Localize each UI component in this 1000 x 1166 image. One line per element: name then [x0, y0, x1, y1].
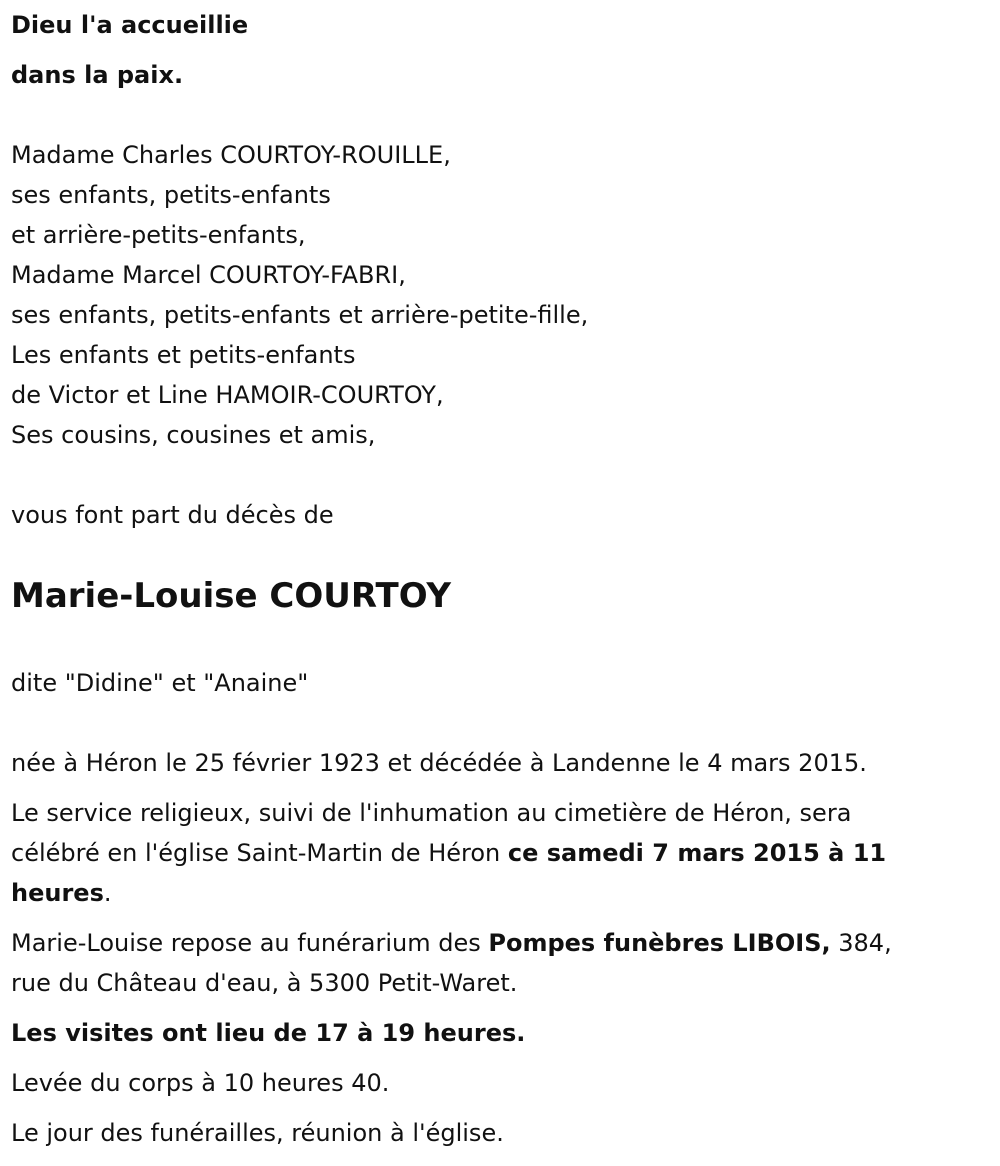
family-line: ses enfants, petits-enfants et arrière-petite-fille, — [11, 301, 589, 329]
family-line: de Victor et Line HAMOIR-COURTOY, — [11, 381, 444, 409]
service-line-2-text: célébré en l'église Saint-Martin de Héron — [11, 839, 508, 867]
funeral-home-text: Marie-Louise repose au funérarium des — [11, 929, 489, 957]
visiting-hours: Les visites ont lieu de 17 à 19 heures. — [11, 1019, 526, 1047]
service-date-time: ce samedi 7 mars 2015 à 11 — [507, 839, 887, 867]
family-line: ses enfants, petits-enfants — [11, 181, 331, 209]
birth-death-dates: née à Héron le 25 février 1923 et décédée à Landenne le 4 mars 2015. — [11, 749, 867, 777]
service-line-2 — [11, 838, 886, 868]
service-line-1: Le service religieux, suivi de l'inhumation au cimetière de Héron, sera — [11, 799, 852, 827]
epigraph-line-2: dans la paix. — [11, 61, 184, 89]
family-line: et arrière-petits-enfants, — [11, 221, 306, 249]
funeral-home-line-1 — [11, 928, 892, 958]
announcement-text: vous font part du décès de — [11, 501, 334, 529]
family-line: Madame Charles COURTOY-ROUILLE, — [11, 141, 451, 169]
epigraph-line-1: Dieu l'a accueillie — [11, 11, 249, 39]
service-line-3-end: . — [103, 879, 112, 907]
funeral-home-number: 384, — [830, 929, 892, 957]
service-hours: heures — [11, 879, 104, 907]
deceased-name: Marie-Louise COURTOY — [11, 576, 452, 616]
funeral-home-name: Pompes funèbres LIBOIS, — [488, 929, 831, 957]
meeting-info: Le jour des funérailles, réunion à l'église. — [11, 1119, 504, 1147]
family-line: Madame Marcel COURTOY-FABRI, — [11, 261, 406, 289]
funeral-home-line-2: rue du Château d'eau, à 5300 Petit-Waret. — [11, 969, 518, 997]
deceased-nickname: dite "Didine" et "Anaine" — [11, 669, 309, 697]
family-line: Ses cousins, cousines et amis, — [11, 421, 376, 449]
service-line-3 — [11, 878, 112, 908]
departure-time: Levée du corps à 10 heures 40. — [11, 1069, 390, 1097]
family-line: Les enfants et petits-enfants — [11, 341, 356, 369]
